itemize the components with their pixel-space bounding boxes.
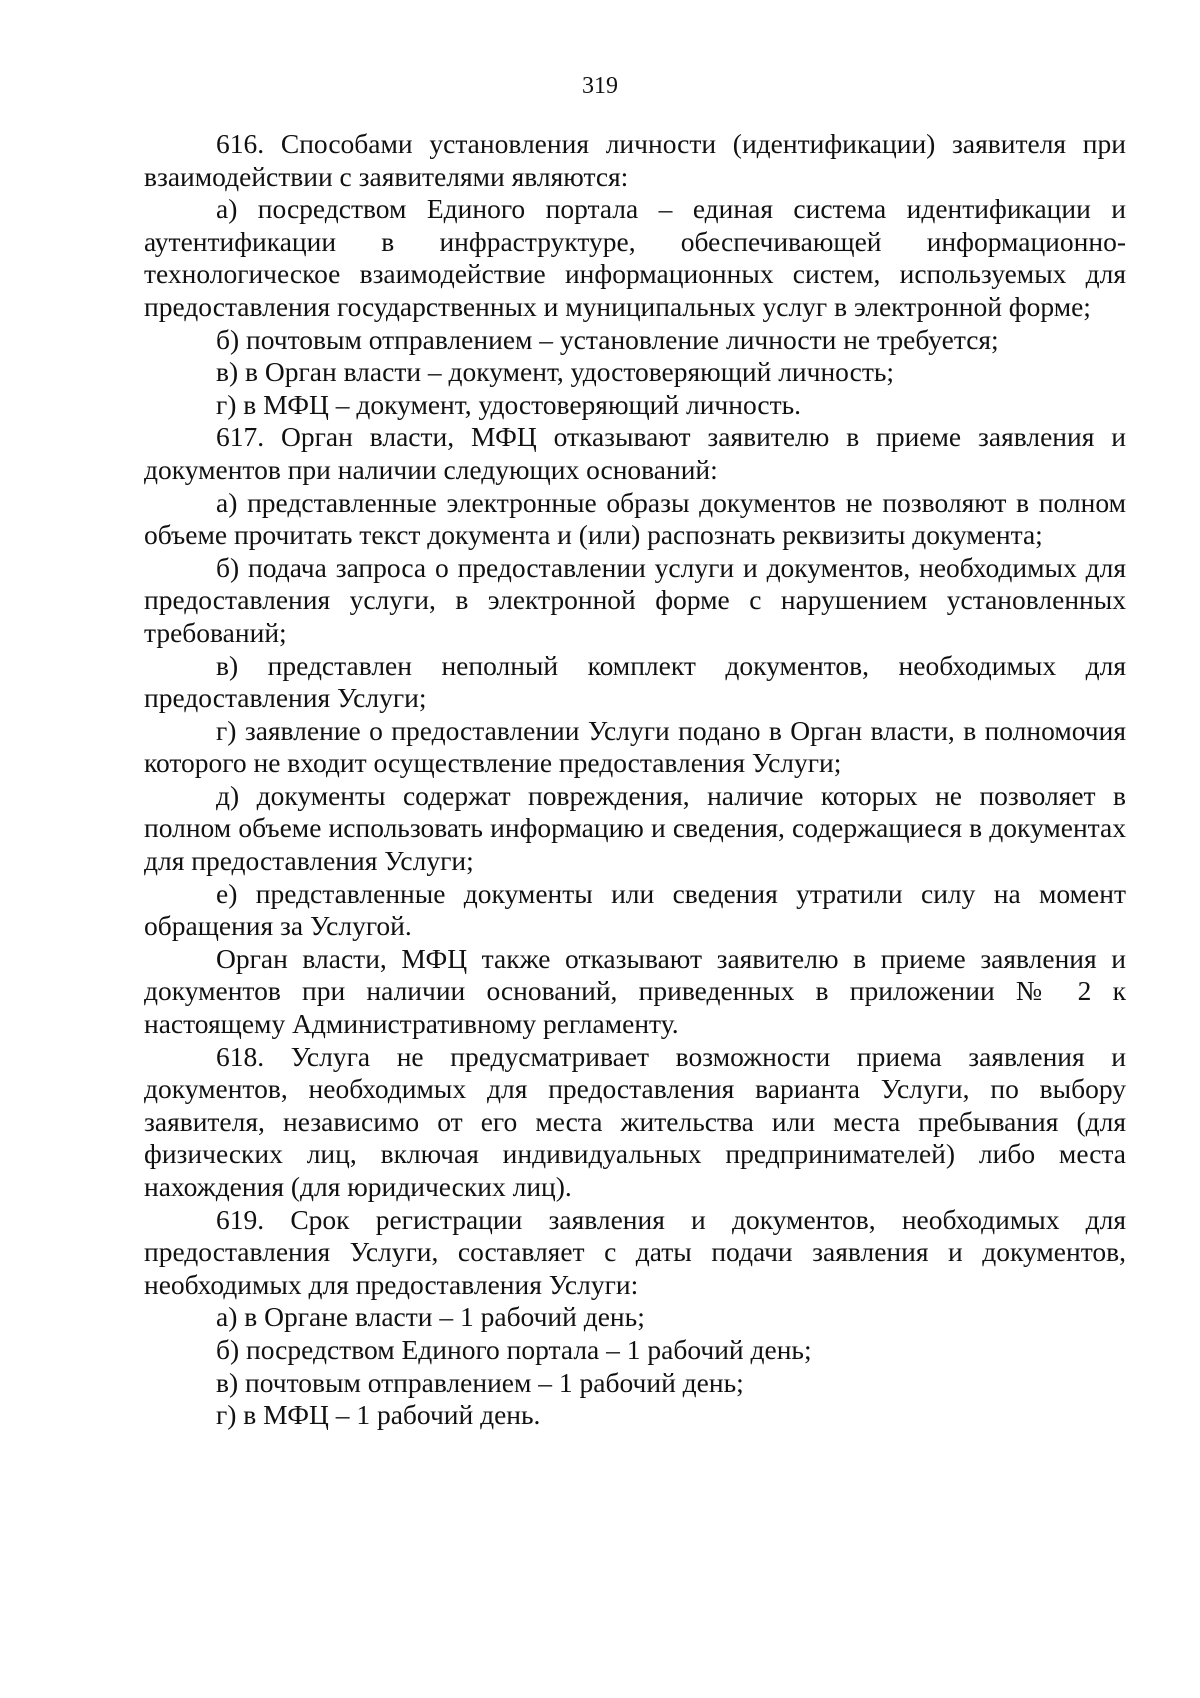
paragraph-616-item-g: г) в МФЦ – документ, удостоверяющий личность.: [216, 388, 802, 420]
page-number: 319: [582, 73, 618, 99]
paragraph-617-item-a: а) представленные электронные образы документов не позволяют в полном объеме прочитать текст документа и (или) распознать реквизиты документа;: [144, 486, 1126, 551]
paragraph-616: 616. Способами установления личности (идентификации) заявителя при взаимодействии с заявителями являются:: [144, 128, 1126, 192]
paragraph-619-item-b: б) посредством Единого портала – 1 рабочий день;: [216, 1333, 812, 1365]
paragraph-619: 619. Срок регистрации заявления и документов, необходимых для предоставления Услуги, составляет с даты подачи заявления и документов, необходимых для предоставления Услуги:: [144, 1203, 1126, 1300]
paragraph-617-item-g: г) заявление о предоставлении Услуги подано в Орган власти, в полномочия которого не входит осуществление предоставления Услуги;: [144, 714, 1126, 779]
document-body: [144, 128, 1126, 1432]
paragraph-619-item-a: а) в Органе власти – 1 рабочий день;: [216, 1301, 645, 1333]
paragraph-617: 617. Орган власти, МФЦ отказывают заявителю в приеме заявления и документов при наличии следующих оснований:: [144, 421, 1126, 485]
paragraph-619-item-v: в) почтовым отправлением – 1 рабочий день;: [216, 1366, 744, 1398]
paragraph-619-item-g: г) в МФЦ – 1 рабочий день.: [216, 1399, 541, 1431]
paragraph-617-item-b: б) подача запроса о предоставлении услуги и документов, необходимых для предоставления услуги, в электронной форме с нарушением установленных требований;: [144, 551, 1126, 648]
paragraph-617-item-d: д) документы содержат повреждения, наличие которых не позволяет в полном объеме использовать информацию и сведения, содержащиеся в документах для предоставления Услуги;: [144, 779, 1126, 877]
paragraph-617-item-v: в) представлен неполный комплект документов, необходимых для предоставления Услуги;: [144, 649, 1126, 714]
paragraph-618: 618. Услуга не предусматривает возможности приема заявления и документов, необходимых для предоставления варианта Услуги, по выбору заявителя, независимо от его места жительства или места пребывания (для физических лиц, включая индивидуальных предпринимателей) либо места нахождения (для юридических лиц).: [144, 1040, 1126, 1202]
paragraph-617-note: Орган власти, МФЦ также отказывают заявителю в приеме заявления и документов при наличии оснований, приведенных в приложении № 2 к настоящему Административному регламенту.: [144, 942, 1126, 1040]
paragraph-616-item-v: в) в Орган власти – документ, удостоверяющий личность;: [216, 356, 895, 388]
paragraph-617-item-e: е) представленные документы или сведения утратили силу на момент обращения за Услугой.: [144, 877, 1126, 942]
paragraph-616-item-b: б) почтовым отправлением – установление личности не требуется;: [216, 323, 999, 355]
paragraph-616-item-a: а) посредством Единого портала – единая система идентификации и аутентификации в инфраструктуре, обеспечивающей информационно-технологическое взаимодействие информационных систем, используемых для предоставления государственных и муниципальных услуг в электронной форме;: [144, 193, 1126, 322]
